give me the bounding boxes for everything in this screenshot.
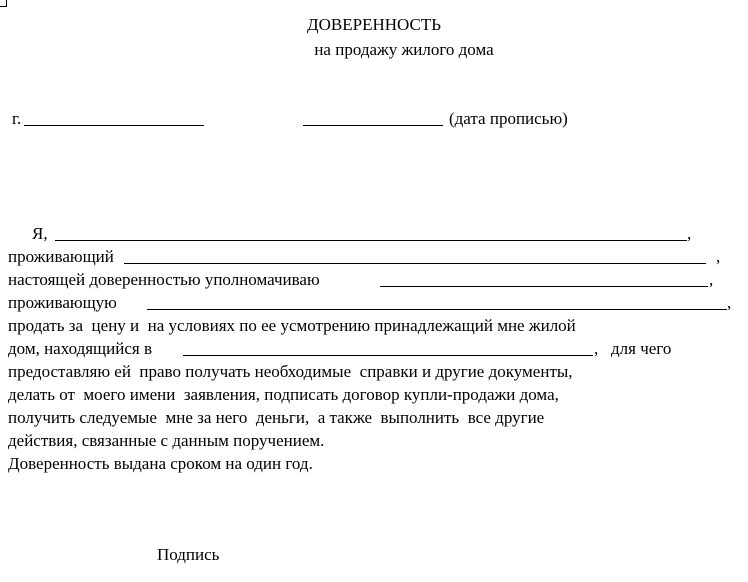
body-line-6-end: , для чего	[594, 339, 672, 358]
body-line-5: продать за цену и на условиях по ее усмотрению принадлежащий мне жилой	[8, 316, 576, 335]
body-line-9: получить следуемые мне за него деньги, а также выполнить все другие	[8, 408, 545, 427]
body-line-2-end: ,	[716, 247, 721, 266]
signature-label: Подпись	[157, 545, 220, 564]
date-blank-line	[303, 110, 443, 126]
body-line-4-end: ,	[727, 293, 732, 312]
body-line-6-start: дом, находящийся в	[8, 339, 152, 358]
body-line-2-start: проживающий	[8, 247, 114, 266]
body-line-8: делать от моего имени заявления, подписать договор купли-продажи дома,	[8, 385, 559, 404]
house-address-blank-line	[183, 340, 593, 356]
city-blank-line	[24, 110, 204, 126]
principal-name-blank-line	[55, 225, 687, 241]
body-line-3-start: настоящей доверенностью уполномачиваю	[8, 270, 320, 289]
agent-address-blank-line	[147, 294, 727, 310]
body-line-1-start: Я,	[32, 224, 48, 243]
document-title: ДОВЕРЕННОСТЬ	[307, 15, 441, 34]
city-label: г.	[12, 109, 22, 128]
body-line-3-end: ,	[709, 270, 714, 289]
body-line-7: предоставляю ей право получать необходимые справки и другие документы,	[8, 362, 573, 381]
document-subtitle: на продажу жилого дома	[314, 40, 494, 59]
body-line-4-start: проживающую	[8, 293, 117, 312]
page-corner-mark	[0, 0, 7, 7]
agent-name-blank-line	[380, 271, 708, 287]
principal-address-blank-line	[124, 248, 706, 264]
body-line-1-end: ,	[687, 224, 692, 243]
body-line-10: действия, связанные с данным поручением.	[8, 431, 325, 450]
body-line-11: Доверенность выдана сроком на один год.	[8, 454, 313, 473]
date-label: (дата прописью)	[449, 109, 568, 128]
